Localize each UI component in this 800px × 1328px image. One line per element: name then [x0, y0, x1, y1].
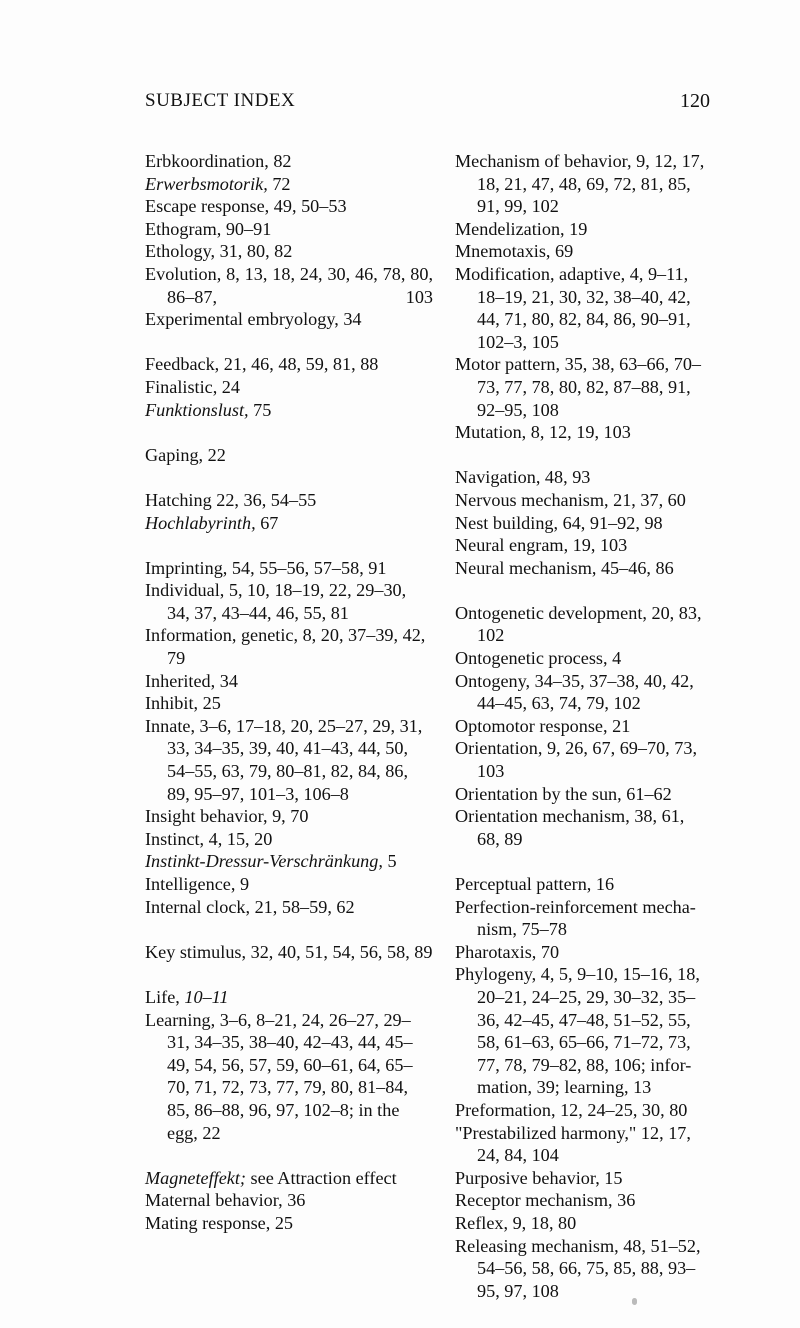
index-refs: 12, 17, 24, 84, 104 — [477, 1122, 691, 1166]
index-term: Mating response, — [145, 1212, 271, 1233]
index-refs: 5 — [382, 851, 397, 872]
index-refs: 8, 20, 37–39, 42, 79 — [167, 625, 426, 669]
index-entry — [145, 173, 433, 196]
page-header — [145, 90, 710, 120]
index-term: Purposive behavior, — [455, 1167, 600, 1188]
index-term: Instinkt-Dressur-Verschränkung, — [145, 851, 383, 872]
index-refs: 8, 12, 19, 103 — [526, 422, 631, 443]
index-term: Mendelization, — [455, 218, 565, 239]
index-refs: 21, 37, 60 — [608, 489, 686, 510]
index-refs: 9, 26, 67, 69–70, 73, 103 — [477, 738, 697, 782]
index-term: Finalistic, — [145, 376, 218, 397]
page-number: 120 — [680, 90, 710, 112]
index-term: Ethogram, — [145, 218, 222, 239]
index-refs: 19 — [564, 218, 588, 239]
index-term: Orientation, — [455, 738, 543, 759]
index-entry — [145, 150, 433, 173]
index-refs: 67 — [255, 512, 279, 533]
index-entry — [145, 557, 433, 580]
index-entry — [455, 963, 710, 1099]
index-entry — [145, 489, 433, 512]
index-refs: 4, 15, 20 — [204, 828, 273, 849]
index-entry — [455, 670, 710, 715]
index-refs: 20, 83, 102 — [477, 602, 702, 646]
index-entry — [455, 150, 710, 218]
index-term: Orientation mechanism, — [455, 806, 630, 827]
index-entry — [145, 579, 433, 624]
index-refs: 9, 12, 17, 18, 21, 47, 48, 69, 72, 81, 85, 91, 99, 102 — [477, 151, 705, 217]
index-term: Modification, adaptive, — [455, 263, 626, 284]
index-entry — [145, 692, 433, 715]
index-entry — [455, 1189, 710, 1212]
index-refs: mecha-nism, 75–78 — [477, 896, 696, 940]
index-entry — [455, 557, 710, 580]
index-entry — [455, 1167, 710, 1190]
index-term: Information, genetic, — [145, 625, 299, 646]
index-refs: 49, 50–53 — [269, 196, 347, 217]
index-term: Erwerbsmotorik, — [145, 173, 268, 194]
index-refs: 70 — [536, 941, 560, 962]
index-term: Escape response, — [145, 196, 270, 217]
ink-smudge — [632, 1298, 637, 1305]
index-entry — [145, 1167, 433, 1190]
index-term: Ontogenetic process, — [455, 648, 608, 669]
index-entry — [455, 647, 710, 670]
index-refs: 9 — [235, 874, 250, 894]
index-entry — [145, 624, 433, 669]
index-refs: 22 — [203, 444, 226, 465]
index-refs: 90–91 — [221, 218, 272, 239]
index-term: Neural mechanism, — [455, 557, 597, 578]
index-entry — [455, 489, 710, 512]
index-term: Ethology, — [145, 241, 216, 262]
index-refs: 75 — [248, 399, 272, 420]
index-entry — [145, 376, 433, 399]
index-term: Insight behavior, — [145, 806, 268, 827]
index-refs: 48, 51–52, 54–56, 58, 66, 75, 85, 88, 93–95, 97, 108 — [477, 1235, 701, 1301]
index-term: Magneteffekt; — [145, 1167, 246, 1188]
index-entry — [455, 805, 710, 850]
index-term: Intelligence, — [145, 874, 236, 894]
index-entry — [455, 353, 710, 421]
index-refs: 34 — [338, 309, 362, 330]
index-term: Erbkoordination, — [145, 151, 269, 171]
index-term: Hochlabyrinth, — [145, 512, 256, 533]
index-term: Maternal behavior, — [145, 1190, 283, 1211]
index-term: Ontogenetic development, — [455, 602, 647, 623]
index-refs: 3–6, 17–18, 20, 25–27, 29, 31, 33, 34–35, 39, 40, 41–43, 44, 50, 54–55, 63, 79, 80–81, 82, 84, 86, 89, 95–97, 101–3, 106–8 — [167, 715, 423, 804]
index-refs: 48, 93 — [540, 467, 591, 488]
index-entry — [455, 1122, 710, 1167]
index-refs: 45–46, 86 — [596, 557, 674, 578]
index-entry — [455, 421, 710, 444]
index-term: Mnemotaxis, — [455, 241, 551, 262]
index-refs: see Attraction effect — [246, 1167, 397, 1188]
index-entry — [455, 1235, 710, 1303]
index-term: Instinct, — [145, 828, 205, 849]
index-refs: 22, 36, 54–55 — [211, 489, 317, 510]
index-refs: 21, 58–59, 62 — [250, 896, 355, 917]
index-entry — [145, 1189, 433, 1212]
index-term: Individual, — [145, 580, 225, 601]
index-refs: 69 — [550, 241, 574, 262]
index-refs: 5, 10, 18–19, 22, 29–30, 34, 37, 43–44, 46, 55, 81 — [167, 580, 407, 623]
index-refs: 3–6, 8–21, 24, 26–27, 29–31, 34–35, 38–40, 42–43, 44, 45–49, 54, 56, 57, 59, 60–61, 64, 65–70, 71, 72, 73, 77, 79, 80, 81–84, 85, 86–88, 96, 97, 102–8; in the egg, 22 — [167, 1009, 413, 1143]
index-refs: 34 — [215, 670, 238, 691]
index-term: Gaping, — [145, 444, 204, 465]
index-refs: 21, 46, 48, 59, 81, 88 — [219, 354, 379, 375]
index-entry — [145, 399, 433, 422]
index-term: Inherited, — [145, 670, 216, 691]
index-term: Ontogeny, — [455, 670, 531, 691]
index-refs: 19, 103 — [568, 535, 628, 556]
index-term: Nest building, — [455, 512, 559, 533]
index-term: Perceptual pattern, — [455, 874, 592, 894]
index-refs: 72 — [267, 173, 291, 194]
index-entry — [455, 1212, 710, 1235]
index-entry — [145, 850, 433, 873]
index-column-left — [145, 150, 433, 1235]
index-term: Funktionslust, — [145, 399, 249, 420]
index-entry — [145, 896, 433, 919]
index-term: Releasing mechanism, — [455, 1235, 619, 1256]
index-entry — [145, 828, 433, 851]
index-term: Neural engram, — [455, 535, 569, 556]
index-term: Hatching — [145, 489, 212, 510]
index-entry — [455, 218, 710, 241]
index-refs: 64, 91–92, 98 — [558, 512, 663, 533]
index-term: Receptor mechanism, — [455, 1190, 613, 1211]
index-refs: 61–62 — [621, 783, 672, 804]
index-term: Evolution, — [145, 263, 222, 284]
index-entry — [145, 240, 433, 263]
index-entry — [455, 783, 710, 806]
index-entry — [455, 240, 710, 263]
index-entry — [145, 353, 433, 376]
index-term: Imprinting, — [145, 557, 228, 578]
index-entry — [145, 941, 433, 964]
index-entry — [455, 512, 710, 535]
index-refs: 32, 40, 51, 54, 56, 58, 89 — [246, 941, 433, 962]
index-refs: 10–11 — [179, 986, 229, 1007]
index-entry — [455, 1099, 710, 1122]
index-refs: 31, 80, 82 — [215, 241, 293, 262]
index-refs: 25 — [198, 693, 221, 714]
index-refs: 34–35, 37–38, 40, 42, 44–45, 63, 74, 79, 102 — [477, 670, 694, 714]
index-entry — [455, 466, 710, 489]
index-entry — [145, 1212, 433, 1235]
index-entry — [145, 873, 433, 896]
index-refs: 9, 70 — [267, 806, 309, 827]
index-term: Inhibit, — [145, 693, 199, 714]
index-term: Navigation, — [455, 467, 541, 488]
running-head: SUBJECT INDEX — [145, 90, 296, 111]
index-term: Pharotaxis, — [455, 941, 537, 962]
index-refs: 25 — [270, 1212, 294, 1233]
index-term: "Prestabilized harmony," — [455, 1122, 637, 1143]
index-entry — [145, 1009, 433, 1145]
index-term: Mutation, — [455, 422, 527, 443]
index-term: Innate, — [145, 715, 195, 736]
index-column-right — [455, 150, 710, 1302]
index-term: Key stimulus, — [145, 941, 247, 962]
index-entry — [455, 534, 710, 557]
index-refs: 9, 18, 80 — [508, 1212, 577, 1233]
index-entry — [455, 737, 710, 782]
index-refs: 35, 38, 63–66, 70–73, 77, 78, 80, 82, 87–88, 91, 92–95, 108 — [477, 354, 702, 420]
index-entry — [455, 263, 710, 353]
index-entry — [145, 308, 433, 331]
index-entry — [145, 986, 433, 1009]
index-entry — [145, 805, 433, 828]
index-entry — [145, 263, 433, 308]
index-refs: 4 — [607, 648, 622, 669]
index-entry — [145, 444, 433, 467]
index-refs: 82 — [268, 151, 292, 171]
index-term: Optomotor response, — [455, 715, 608, 736]
index-refs: 8, 13, 18, 24, 30, 46, 78, 80, 86–87, 103 — [167, 263, 433, 307]
index-refs: 54, 55–56, 57–58, 91 — [227, 557, 387, 578]
index-entry — [455, 941, 710, 964]
index-term: Phylogeny, — [455, 964, 537, 985]
index-term: Preformation, — [455, 1099, 556, 1120]
index-entry — [145, 715, 433, 805]
index-term: Reflex, — [455, 1212, 509, 1233]
index-term: Life, — [145, 986, 180, 1007]
index-refs: 4, 5, 9–10, 15–16, 18, 20–21, 24–25, 29, 30–32, 35–36, 42–45, 47–48, 51–52, 55, 58, 61–63, 65–66, 71–72, 73, 77, 78, 79–82, 88, 106; infor-mation, 39; learning, 13 — [477, 964, 700, 1098]
index-term: Internal clock, — [145, 896, 251, 917]
index-entry — [145, 195, 433, 218]
index-entry — [455, 896, 710, 941]
index-refs: 38, 61, 68, 89 — [477, 806, 685, 849]
index-term: Mechanism of behavior, — [455, 151, 632, 171]
index-refs: 12, 24–25, 30, 80 — [555, 1099, 688, 1120]
index-entry — [145, 512, 433, 535]
index-entry — [455, 602, 710, 647]
index-refs: 36 — [612, 1190, 636, 1211]
index-refs: 15 — [599, 1167, 623, 1188]
index-term: Nervous mechanism, — [455, 489, 609, 510]
index-entry — [455, 715, 710, 738]
index-refs: 4, 9–11, 18–19, 21, 30, 32, 38–40, 42, 44, 71, 80, 82, 84, 86, 90–91, 102–3, 105 — [477, 263, 691, 352]
index-term: Experimental embryology, — [145, 309, 339, 330]
index-refs: 21 — [607, 715, 631, 736]
index-refs: 16 — [591, 874, 615, 894]
index-term: Orientation by the sun, — [455, 783, 622, 804]
index-entry — [145, 218, 433, 241]
index-entry — [145, 670, 433, 693]
index-term: Motor pattern, — [455, 354, 561, 375]
index-entry — [455, 873, 710, 896]
index-term: Feedback, — [145, 354, 220, 375]
index-refs: 36 — [282, 1190, 306, 1211]
index-term: Learning, — [145, 1009, 216, 1030]
index-refs: 24 — [217, 376, 240, 397]
index-term: Perfection-reinforcement — [455, 896, 638, 917]
